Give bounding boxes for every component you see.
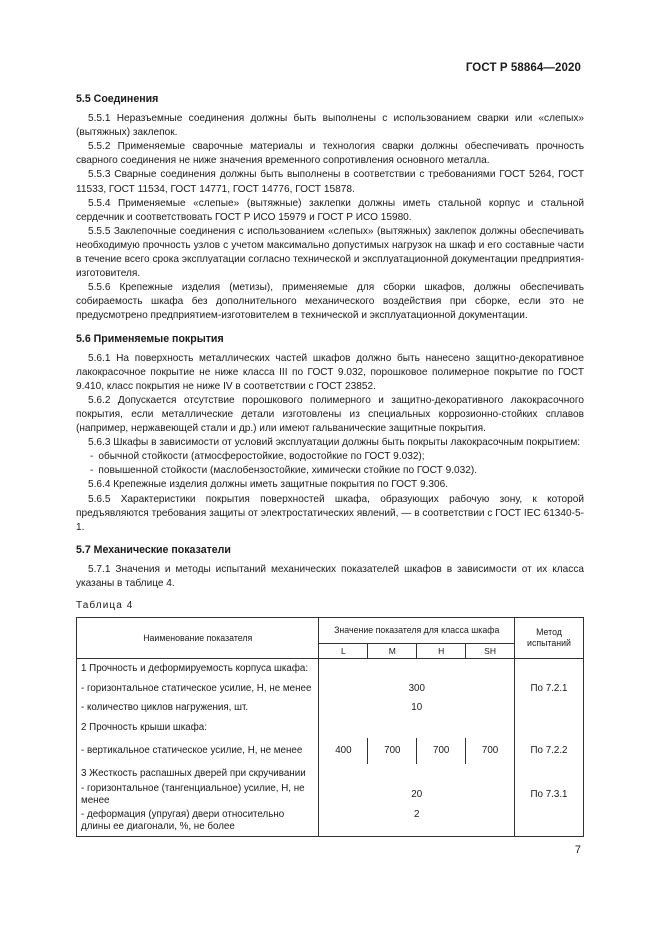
table-caption: Таблица 4 — [76, 600, 134, 612]
section-title: 5.5 Соединения — [76, 93, 159, 105]
row-value: 20 — [411, 788, 423, 800]
table-row — [77, 764, 584, 784]
paragraph: 5.7.1 Значения и методы испытаний механических показателей шкафов в зависимости от их класса указаны в таблице 4. — [76, 563, 584, 589]
row-value-h: 700 — [417, 738, 466, 764]
row-value — [319, 659, 515, 679]
row-value — [319, 764, 515, 784]
page-number: 7 — [574, 844, 581, 856]
paragraph: 5.5.4 Применяемые «слепые» (вытяжные) заклепки должны иметь стальной корпус и стальной сердечник и соответствовать ГОСТ Р ИСО 15979 и ГОСТ Р ИСО 15980. — [76, 197, 584, 223]
class-header-h: H — [417, 644, 466, 659]
table-row — [77, 698, 584, 718]
column-header-name: Наименование показателя — [77, 618, 319, 659]
class-header-sh: SH — [466, 644, 515, 659]
list-item — [76, 450, 584, 464]
row-label: - количество циклов нагружения, шт. — [77, 698, 319, 718]
row-label: - деформация (упругая) двери относительно длины ее диагонали, %, не более — [77, 806, 319, 836]
row-value: 10 — [411, 702, 423, 714]
paragraph: 5.6.4 Крепежные изделия должны иметь защитные покрытия по ГОСТ 9.306. — [88, 479, 449, 491]
paragraph: 5.5.6 Крепежные изделия (метизы), применяемые для сборки шкафов, должны обеспечивать собираемость шкафа без дополнительного механического воздействия при сборке, если это не предусмотрено предприятием-изготовителем в технической и эксплуатационной документации. — [76, 282, 584, 322]
paragraph: 5.6.2 Допускается отсутствие порошкового полимерного и защитно-декоративного лакокрасочного покрытия, если металлические детали изготовлены из специальных коррозионно-стойких сплавов (например, нержавеющей стали и др.) или имеют гальванические защитные покрытия. — [76, 394, 584, 435]
document-id: ГОСТ Р 58864—2020 — [465, 62, 581, 74]
row-method — [515, 764, 584, 784]
list-dash: - — [90, 451, 94, 463]
section-5-5 — [76, 92, 584, 324]
list-item-text: обычной стойкости (атмосферостойкие, водостойкие по ГОСТ 9.032); — [98, 451, 425, 463]
row-value-l: 400 — [335, 744, 352, 756]
row-value: 300 — [408, 682, 425, 694]
row-method: По 7.2.2 — [515, 738, 584, 764]
document-body — [76, 92, 584, 837]
list-dash: - — [90, 465, 94, 477]
column-header-value: Значение показателя для класса шкафа — [319, 618, 515, 644]
row-label: 1 Прочность и деформируемость корпуса шкафа: — [77, 659, 319, 679]
row-method — [515, 718, 584, 738]
section-5-6 — [76, 332, 584, 535]
paragraph: 5.5.3 Сварные соединения должны быть выполнены в соответствии с требованиями ГОСТ 5264, ГОСТ 11533, ГОСТ 11534, ГОСТ 14771, ГОСТ 14776, ГОСТ 15878. — [76, 169, 584, 195]
row-value-sh: 700 — [466, 738, 515, 764]
paragraph: 5.5.5 Заклепочные соединения с использованием «слепых» (вытяжных) заклепок должны обеспечивать необходимую прочность узлов с учетом максимально допустимых нагрузок на шкаф и его составные части в течение всего срока эксплуатации согласно технической и эксплуатационной документации предприятия-изготовителя. — [76, 225, 584, 280]
class-header-l: L — [319, 644, 368, 659]
column-header-method: Метод испытаний — [515, 618, 584, 659]
row-method — [515, 806, 584, 836]
row-label: - горизонтальное (тангенциальное) усилие, Н, не менее — [77, 783, 319, 806]
class-header-m: M — [368, 644, 417, 659]
row-method — [515, 698, 584, 718]
paragraph: 5.6.5 Характеристики покрытия поверхностей шкафа, образующих рабочую зону, к которой предъявляются требования защиты от электростатических явлений, — в соответствии с ГОСТ IEC 61340-5-1. — [76, 493, 584, 533]
paragraph: 5.6.3 Шкафы в зависимости от условий эксплуатации должны быть покрыты лакокрасочным покрытием: — [88, 437, 581, 449]
row-value — [319, 718, 515, 738]
row-label: 2 Прочность крыши шкафа: — [77, 718, 319, 738]
row-value: 2 — [319, 806, 515, 836]
row-method: По 7.2.1 — [515, 678, 584, 698]
table-row — [77, 678, 584, 698]
section-title: 5.6 Применяемые покрытия — [76, 332, 224, 345]
row-method — [515, 659, 584, 679]
paragraph: 5.5.2 Применяемые сварочные материалы и технология сварки должны обеспечивать прочность сварного соединения не ниже значения временного сопротивления основного металла. — [76, 141, 584, 167]
section-5-7 — [76, 543, 584, 591]
row-method: По 7.3.1 — [515, 783, 584, 806]
table-row — [77, 783, 584, 806]
table-row — [77, 659, 584, 679]
table-4 — [76, 617, 584, 837]
row-value-m: 700 — [368, 738, 417, 764]
row-label: 3 Жесткость распашных дверей при скручивании — [77, 764, 319, 784]
section-title: 5.7 Механические показатели — [76, 543, 231, 556]
paragraph: 5.5.1 Неразъемные соединения должны быть выполнены с использованием сварки или «слепых» (вытяжных) заклепок. — [76, 113, 584, 139]
row-label: - горизонтальное статическое усилие, Н, не менее — [77, 678, 319, 698]
list-item — [76, 464, 584, 478]
paragraph: 5.6.1 На поверхность металлических частей шкафов должно быть нанесено защитно-декоративное лакокрасочное покрытие не ниже класса III по ГОСТ 9.032, порошковое полимерное покрытие по ГОСТ 9.410, класс покрытия не ниже IV в соответствии с ГОСТ 23852. — [76, 352, 584, 392]
table-row — [77, 738, 584, 764]
list-item-text: повышенной стойкости (маслобензостойкие, химически стойкие по ГОСТ 9.032). — [98, 465, 478, 477]
table-row — [77, 806, 584, 836]
table-row — [77, 718, 584, 738]
row-label: - вертикальное статическое усилие, Н, не менее — [77, 738, 319, 764]
